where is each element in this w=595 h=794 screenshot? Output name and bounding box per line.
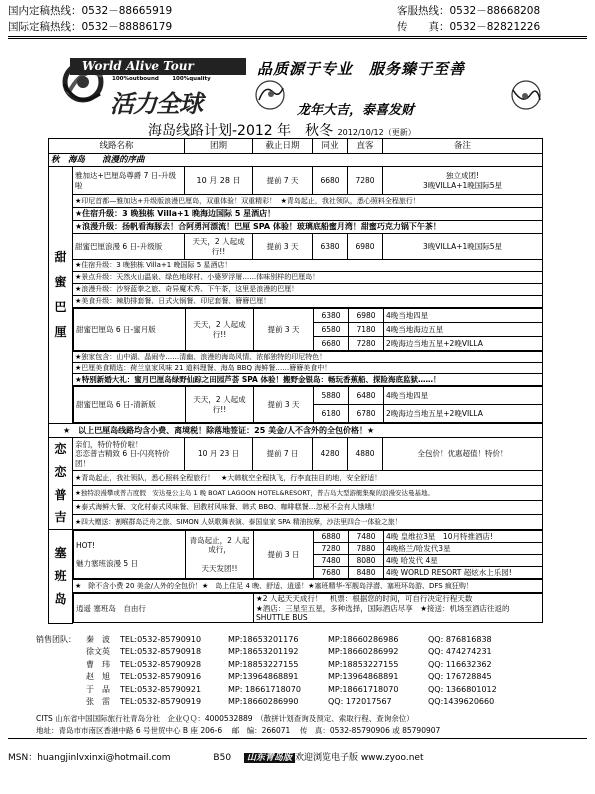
route-date: 天天，2 人起成行!! xyxy=(186,387,254,423)
sales-qq: QQ:1439620660 xyxy=(428,697,495,707)
header-direct: 直客 xyxy=(348,139,383,154)
company-fax: 传 真：0532-85790906 或 85790907 xyxy=(299,726,441,735)
route-deadline: 提前 7 日 xyxy=(253,438,313,471)
table-row xyxy=(49,580,543,593)
table-row xyxy=(49,374,543,386)
table-row xyxy=(49,363,543,374)
price-direct: 7280 xyxy=(348,167,383,195)
domestic-hotline-value: 0532－88665919 xyxy=(81,5,173,17)
price-direct: 7480 xyxy=(349,531,384,543)
price-direct: 6480 xyxy=(349,387,384,405)
logo-sub-right: 100%quality xyxy=(172,76,211,82)
header-rule-bottom xyxy=(8,38,587,39)
edition-badge: 山东青岛版 xyxy=(244,753,295,763)
main-slogan: 品质源于专业 服务臻于至善 xyxy=(257,60,466,78)
logo-sub-left: 100%outbound xyxy=(112,76,159,82)
dragon-ornament-right xyxy=(507,78,545,112)
table-row xyxy=(49,352,543,363)
feature-text: ★青岛起止，我社领队，悉心照料全程旅行！ xyxy=(280,196,420,205)
fax-hotline-value: 0532－82821226 xyxy=(449,21,541,33)
route-deadline: 提前 3 日 xyxy=(254,531,314,579)
saipan-route-cell xyxy=(73,530,543,580)
price-peer: 6580 xyxy=(314,323,349,337)
footer xyxy=(8,750,587,765)
table-row xyxy=(49,284,543,296)
price-direct: 8480 xyxy=(349,567,384,579)
feature-line: ★美食升级：辣肋排套餐、日式火锅餐、印尼套餐、簪簪巴厘！ xyxy=(73,296,543,308)
logo-brand-cn: 活力全球 xyxy=(110,89,202,118)
feature-line: ★独家包含：山中湖、晶闹寺……清幽、浪漫的海岛风情、浓郁独特的印尼特色！ xyxy=(73,352,543,363)
table-header-row xyxy=(49,139,543,154)
route-date xyxy=(186,531,254,579)
sales-mp2: MP:18660286986 xyxy=(328,635,399,644)
international-hotline-value: 0532－88886179 xyxy=(81,21,173,33)
sales-qq: QQ: 876816838 xyxy=(428,635,492,644)
header-deadline: 截止日期 xyxy=(253,139,313,154)
route-name: 雅加达+巴厘岛尊爵 7 日-升级啦 xyxy=(73,167,185,195)
footer-rule xyxy=(8,738,587,739)
feature-line: ★浪漫升级：沙努蓝拳之旅、奇异魔术秀、下午茶，这里是浪漫的巴厘！ xyxy=(73,284,543,296)
feature-text: ★大韩航空全程执飞，行李直挂目的地，安全舒适！ xyxy=(220,473,382,482)
plan-date: 2012/10/12（更新） xyxy=(337,128,416,137)
sales-mp: MP: 18661718070 xyxy=(228,684,301,694)
sales-mp2: MP:18660286992 xyxy=(328,647,399,657)
sales-qq: QQ: 116632362 xyxy=(428,659,492,669)
route-note: 4晚当地四星 xyxy=(384,387,543,405)
header-note: 备注 xyxy=(383,139,543,154)
feature-line: ★特别新婚大礼：蜜月巴厘岛绿野仙踪之田园芦荟 SPA 体验！搬野金银岛：畅玩香蕉船、探险海底监狱……！ xyxy=(73,374,543,386)
sales-name: 张 雷 xyxy=(86,697,110,707)
feature-text: ★印尼首都—雅加达+升级版浪漫巴厘岛，双重体验！双重精彩！ xyxy=(75,196,277,205)
feature-text: ★青岛起止，我社领队，悉心照料全程旅行！ xyxy=(75,473,215,482)
sales-qq: QQ: 1366801012 xyxy=(428,684,497,694)
feature-line xyxy=(73,471,543,486)
list-item xyxy=(36,684,576,696)
footer-welcome: 欢迎浏览电子版 www.zyoo.net xyxy=(294,753,424,763)
price-peer: 5880 xyxy=(314,387,349,405)
price-direct: 6780 xyxy=(349,405,384,423)
route-note: 4晚 WORLD RESORT 超炫水上乐园! xyxy=(384,567,543,579)
sales-tel: TEL:0532-85790918 xyxy=(120,647,202,657)
header-route: 线路名称 xyxy=(49,139,185,154)
route-name: 甜蜜巴厘浪漫 6 日-升级版 xyxy=(73,234,185,260)
company-qq: 企业ＱＱ：4000532889 （散拼计划查询及预定、索取行程、查询余位） xyxy=(167,714,414,723)
route-name-line: 恋恋普吉精致 6 日-闪亮特价团！ xyxy=(75,449,170,468)
route-note: 全包价！优惠超值！特价！ xyxy=(383,438,543,471)
route-note: 3晚VILLA+1晚国际5星 xyxy=(383,234,543,260)
table-row xyxy=(49,593,543,624)
sales-name: 徐文英 xyxy=(86,647,110,657)
sales-qq: QQ: 176728845 xyxy=(428,672,492,682)
route-table-wrapper xyxy=(48,138,543,624)
bali-included-note: ★ 以上巴厘岛线路均含小费、离境税！除落地签证：25 美金/人不含外的全包价格！★ xyxy=(49,424,543,438)
sales-name: 秦 波 xyxy=(86,635,110,644)
company-postcode: 邮 编：266071 xyxy=(231,726,291,735)
route-note: 4晚当地四星 xyxy=(384,309,543,323)
table-row xyxy=(49,424,543,438)
sales-mp2: MP:18853227155 xyxy=(328,659,399,669)
feature-line: ★泰式海鲜大餐、文化村泰式风味餐、回教村风味餐、韩式 BBQ、咖啡糕餐…忽秘不会有人饿哦！ xyxy=(73,500,543,515)
feature-line: ★独特浪漫攀或普吉度假 安达曼公主岛 1 晚 BOAT LAGOON HOTEL&RESORT，普吉岛大型游艇集聚的浪漫安达曼基地。 xyxy=(73,485,543,500)
route-deadline: 提前 3 天 xyxy=(254,387,314,423)
sales-mp: MP:18653201192 xyxy=(228,647,299,657)
price-direct: 6980 xyxy=(349,309,384,323)
route-name-line: 亲们，特价特价啦！ xyxy=(75,439,143,449)
feature-line: ★四大赠送：割喉群岛泛舟之旅、SIMON 人妖歌舞表演、泰国皇家 SPA 精油按摩，沙法里四合一体验之旅！ xyxy=(73,515,543,530)
list-item xyxy=(36,696,576,708)
international-hotline xyxy=(8,19,172,34)
table-row xyxy=(49,500,543,515)
route-date: 天天，2 人起成行!! xyxy=(185,234,253,260)
company-name: CITS 山东省中国国际旅行社青岛分社 xyxy=(36,714,161,723)
price-direct: 4880 xyxy=(348,438,383,471)
price-direct: 7280 xyxy=(349,337,384,351)
service-hotline xyxy=(397,3,540,18)
sales-tel: TEL:0532-85790910 xyxy=(120,635,202,644)
route-note: 4晚格兰/哈发代3星 xyxy=(384,543,543,555)
feature-line: ★景点升级：天然火山温泉、绿色地球村、小婆罗浮屠……体味别样的巴厘岛！ xyxy=(73,272,543,284)
list-item xyxy=(36,659,576,671)
fresh-subtable xyxy=(73,386,543,423)
route-note xyxy=(254,594,543,623)
sales-name: 于 品 xyxy=(86,684,110,694)
price-peer: 6380 xyxy=(313,234,348,260)
table-row xyxy=(49,308,543,352)
table-row xyxy=(49,221,543,234)
route-note: 4晚当地海边五星 xyxy=(384,323,543,337)
saipan-subtable xyxy=(73,530,543,579)
fax-hotline-label: 传 真： xyxy=(397,21,450,33)
route-name-line: HOT! xyxy=(76,540,96,550)
dragon-right-icon xyxy=(507,78,545,112)
route-note: 2晚海边当地五星+2晚VILLA xyxy=(384,405,543,423)
feature-line: ★住宿升级：3 晚独栋 Villa+1 晚国际 5 星酒店！ xyxy=(73,260,543,272)
plan-title-text: 海岛线路计划-2012 年 秋冬 xyxy=(148,123,334,139)
route-name: 逍遥 塞班岛 自由行 xyxy=(74,594,254,623)
table-row xyxy=(49,167,543,195)
plan-title xyxy=(148,120,416,140)
price-peer: 6680 xyxy=(314,337,349,351)
sales-name: 曹 玮 xyxy=(86,659,110,669)
domestic-hotline-label: 国内定稿热线： xyxy=(8,5,82,17)
bali-section-row xyxy=(49,154,543,167)
note-line: ★2 人起天天成行！ 机票：根据您的时间，可自行决定行程天数 xyxy=(256,594,473,604)
footer-msn: MSN：huangjinlvxinxi@hotmail.com xyxy=(8,753,171,763)
price-direct: 7880 xyxy=(349,543,384,555)
price-direct: 7180 xyxy=(349,323,384,337)
note-line: ★酒店：三星至五星，多种选择，国际酒店尽享 ★接送：机场至酒店往返的 SHUTTLE BUS xyxy=(256,603,510,622)
route-date: 天天，2 人起成行!! xyxy=(186,309,254,351)
sales-mp: MP:18853227155 xyxy=(228,659,299,669)
price-peer: 7280 xyxy=(314,543,349,555)
route-deadline: 提前 3 天 xyxy=(253,234,313,260)
sales-mp2: MP:13964868891 xyxy=(328,672,399,682)
route-deadline: 提前 7 天 xyxy=(253,167,313,195)
route-table xyxy=(48,138,543,624)
route-date: 10 月 23 日 xyxy=(185,438,253,471)
header-rule-top xyxy=(8,36,587,37)
note-line: 3晚VILLA+1晚国际5星 xyxy=(422,180,503,190)
table-row xyxy=(49,296,543,308)
sales-team xyxy=(36,634,576,708)
price-peer: 6180 xyxy=(314,405,349,423)
list-item xyxy=(36,671,576,683)
table-row xyxy=(49,272,543,284)
sales-name: 赵 旭 xyxy=(86,672,110,682)
table-row xyxy=(49,234,543,260)
route-date-line: 青岛起止，2 人起成行， xyxy=(189,535,250,555)
sales-qq: QQ: 474274231 xyxy=(428,647,492,657)
route-note xyxy=(383,167,543,195)
sales-tel: TEL:0532-85790928 xyxy=(120,659,202,669)
logo-brand-en: World Alive Tour xyxy=(70,58,246,75)
price-peer: 7480 xyxy=(314,555,349,567)
service-hotline-label: 客服热线： xyxy=(397,5,450,17)
sales-mp: MP:13964868891 xyxy=(228,672,299,682)
sales-mp: MP:18660286990 xyxy=(228,697,299,707)
list-item xyxy=(36,646,576,658)
price-peer: 6880 xyxy=(314,531,349,543)
price-direct: 8080 xyxy=(349,555,384,567)
feature-line: ★住宿升级：3 晚独栋 Villa+1 晚海边国际 5 星酒店！ xyxy=(73,208,543,221)
honeymoon-subtable xyxy=(73,308,543,351)
table-row xyxy=(49,471,543,486)
header-date: 团期 xyxy=(185,139,253,154)
route-name xyxy=(74,531,186,579)
list-item xyxy=(36,634,576,646)
service-hotline-value: 0532－88668208 xyxy=(449,5,541,17)
bali-section-title: 秋 海岛 浪漫的序曲 xyxy=(49,154,543,167)
route-name: 甜蜜巴厘岛 6 日-蜜月版 xyxy=(74,309,186,351)
saipan-free-subtable xyxy=(73,593,543,623)
fax-hotline xyxy=(397,19,540,34)
company-line xyxy=(36,713,581,724)
route-note: 4晚 皇维拉3星 10月特推酒店! xyxy=(384,531,543,543)
route-name xyxy=(73,438,185,471)
sales-mp: MP:18653201176 xyxy=(228,635,299,644)
table-row xyxy=(49,386,543,424)
route-date-line: 天天发团!! xyxy=(201,564,238,574)
address-line xyxy=(36,725,581,736)
international-hotline-label: 国际定稿热线： xyxy=(8,21,82,33)
route-deadline: 提前 3 天 xyxy=(254,309,314,351)
page-number: B50 xyxy=(213,753,232,763)
table-row xyxy=(49,260,543,272)
feature-line: ★浪漫升级：扬帆看海豚去！合阿勇河漂流！巴厘 SPA 体验！玻璃底船蜜月湾！甜蜜巧克力锅下午茶！ xyxy=(73,221,543,234)
table-row xyxy=(49,208,543,221)
festive-slogan: 龙年大吉，泰喜发财 xyxy=(297,103,415,118)
sales-tel: TEL:0532-85790916 xyxy=(120,672,202,682)
price-direct: 6980 xyxy=(348,234,383,260)
price-peer: 7680 xyxy=(314,567,349,579)
header-peer: 同业 xyxy=(313,139,348,154)
route-name: 甜蜜巴厘岛 6 日-清新版 xyxy=(74,387,186,423)
table-row xyxy=(49,438,543,471)
feature-line xyxy=(73,195,543,208)
honeymoon-route-cell xyxy=(73,308,543,352)
route-note: 4晚 哈发代 4星 xyxy=(384,555,543,567)
sales-label: 销售团队： xyxy=(36,635,76,644)
price-peer: 4280 xyxy=(313,438,348,471)
saipan-free-cell xyxy=(73,593,543,624)
sales-mp2: QQ: 172017567 xyxy=(328,697,392,707)
table-row xyxy=(49,195,543,208)
company-address: 地址：青岛市市南区香港中路 6 号世贸中心 B 座 206-6 xyxy=(36,726,223,735)
price-peer: 6680 xyxy=(313,167,348,195)
table-row xyxy=(49,485,543,500)
price-peer: 6380 xyxy=(314,309,349,323)
feature-line: ★巴厘美食精选：荷兰皇家风味 21 道料理餐、海岛 BBQ 海鲜餐……簪簪美食中！ xyxy=(73,363,543,374)
sales-mp2: MP:18661718070 xyxy=(328,684,399,694)
saipan-region-label: 塞班岛 xyxy=(49,530,73,624)
fresh-route-cell xyxy=(73,386,543,424)
route-date: 10 月 28 日 xyxy=(185,167,253,195)
route-name-line: 魅力塞班浪漫 5 日 xyxy=(76,559,139,569)
sales-tel: TEL:0532-85790921 xyxy=(120,684,202,694)
dragon-ornament-left xyxy=(251,78,289,112)
route-note: 2晚海边当地五星+2晚VILLA xyxy=(384,337,543,351)
sales-tel: TEL:0532-85790919 xyxy=(120,697,202,707)
table-row xyxy=(49,515,543,530)
logo-subtitle xyxy=(112,76,211,82)
table-row xyxy=(49,530,543,580)
feature-line: ★ 除不含小费 20 美金/人外的全包价！★ 岛上住足 4 晚、舒适、逍遥！★塞班精华-军舰岛浮潜、塞班环岛游、DFS 疯狂购！ xyxy=(73,580,543,593)
bali-region-label: 甜蜜巴厘 xyxy=(49,167,73,424)
phuket-region-label: 恋恋普吉 xyxy=(49,438,73,530)
note-line: 独立成团! xyxy=(446,171,480,181)
dragon-left-icon xyxy=(251,78,289,112)
domestic-hotline xyxy=(8,3,172,18)
